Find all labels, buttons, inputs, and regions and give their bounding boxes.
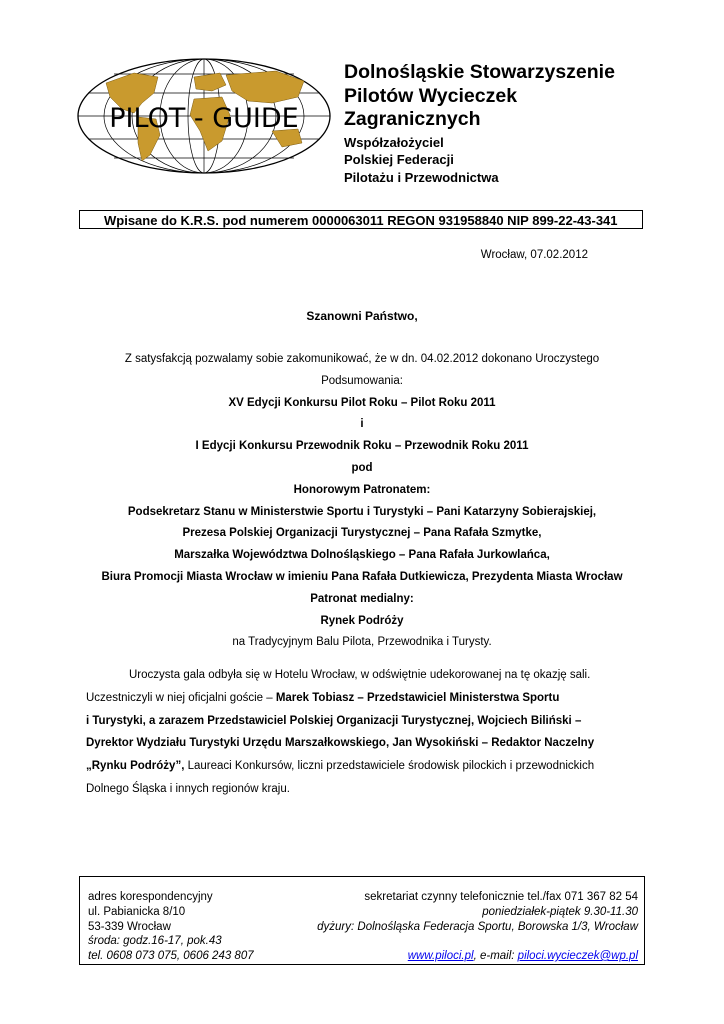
cofounder-line: Pilotażu i Przewodnictwa bbox=[344, 169, 499, 185]
media-patronage-label: Patronat medialny: bbox=[310, 592, 414, 605]
patronage-label: Honorowym Patronatem: bbox=[293, 483, 431, 496]
body-line bbox=[86, 687, 646, 710]
logo-text: PILOT - GUIDE bbox=[109, 103, 299, 134]
patron-item: Podsekretarz Stanu w Ministerstwie Sportu i Turystyki – Pani Katarzyny Sobierajskiej, bbox=[127, 505, 597, 518]
venue-line: na Tradycyjnym Balu Pilota, Przewodnika i Turysty. bbox=[232, 636, 492, 649]
footer-row bbox=[88, 934, 638, 949]
body-text-bold: Marek Tobiasz – Przedstawiciel Ministerstwa Sportu bbox=[275, 691, 560, 704]
footer-phones: tel. 0608 073 075, 0606 243 807 bbox=[88, 950, 254, 962]
patron-item: Biura Promocji Miasta Wrocław w imieniu Pana Rafała Dutkiewicza, Prezydenta Miasta Wrocław bbox=[101, 570, 623, 583]
footer-address-label: adres korespondencyjny bbox=[88, 891, 213, 903]
body-line: Dyrektor Wydziału Turystyki Urzędu Marszałkowskiego, Jan Wysokiński – Redaktor Naczelny bbox=[86, 737, 595, 750]
contact-footer bbox=[79, 876, 645, 965]
email-label: , e-mail: bbox=[473, 950, 518, 962]
footer-wednesday-hours: środa: godz.16-17, pok.43 bbox=[88, 935, 222, 947]
preposition: pod bbox=[351, 461, 373, 474]
body-line bbox=[86, 755, 646, 778]
footer-street: ul. Pabianicka 8/10 bbox=[88, 906, 186, 918]
conjunction: i bbox=[360, 418, 364, 431]
body-line: Dolnego Śląska i innych regionów kraju. bbox=[86, 782, 290, 795]
krs-registration-box: Wpisane do K.R.S. pod numerem 0000063011 REGON 931958840 NIP 899-22-43-341 bbox=[79, 210, 643, 229]
announcement-block bbox=[80, 349, 644, 654]
footer-duty-hours: dyżury: Dolnośląska Federacja Sportu, Borowska 1/3, Wrocław bbox=[317, 921, 638, 933]
footer-hours: poniedziałek-piątek 9.30-11.30 bbox=[482, 906, 638, 918]
cofounder-line: Współzałożyciel bbox=[344, 134, 444, 150]
footer-row bbox=[88, 920, 638, 935]
cofounder-line: Polskiej Federacji bbox=[344, 152, 454, 167]
patron-item: Marszałka Województwa Dolnośląskiego – Pana Rafała Jurkowlańca, bbox=[174, 549, 550, 562]
body-text-bold: „Rynku Podróży”, bbox=[86, 760, 185, 773]
contest-guide: I Edycji Konkursu Przewodnik Roku – Przewodnik Roku 2011 bbox=[195, 440, 529, 453]
body-line: Uroczysta gala odbyła się w Hotelu Wrocław, w odświętnie udekorowanej na tę okazję sali. bbox=[129, 669, 591, 681]
footer-city: 53-339 Wrocław bbox=[88, 921, 171, 933]
letter-date: Wrocław, 07.02.2012 bbox=[480, 249, 588, 261]
footer-row bbox=[88, 949, 638, 964]
footer-phone-info: sekretariat czynny telefonicznie tel./fax 071 367 82 54 bbox=[364, 891, 638, 903]
patron-item: Prezesa Polskiej Organizacji Turystycznej – Pana Rafała Szmytke, bbox=[182, 527, 542, 540]
footer-row bbox=[88, 890, 638, 905]
intro-line: Podsumowania: bbox=[321, 374, 403, 387]
body-text: Laureaci Konkursów, liczni przedstawiciele środowisk pilockich i przewodnickich bbox=[184, 760, 595, 773]
org-name-line: Pilotów Wycieczek bbox=[344, 84, 518, 107]
pilot-guide-globe-logo bbox=[76, 57, 332, 175]
contest-pilot: XV Edycji Konkursu Pilot Roku – Pilot Roku 2011 bbox=[228, 396, 496, 409]
organization-header bbox=[344, 61, 684, 186]
body-paragraph bbox=[86, 664, 646, 801]
website-link[interactable]: www.piloci.pl bbox=[407, 950, 474, 962]
intro-line: Z satysfakcją pozwalamy sobie zakomunikować, że w dn. 04.02.2012 dokonano Uroczystego bbox=[124, 353, 600, 365]
body-line: i Turystyki, a zarazem Przedstawiciel Polskiej Organizacji Turystycznej, Wojciech Biliński – bbox=[86, 714, 582, 727]
greeting: Szanowni Państwo, bbox=[306, 309, 418, 323]
body-text: Uczestniczyli w niej oficjalni goście – bbox=[86, 691, 276, 704]
footer-web-contact bbox=[408, 949, 638, 964]
email-link[interactable]: piloci.wycieczek@wp.pl bbox=[517, 950, 638, 962]
org-name-line: Zagranicznych bbox=[344, 108, 481, 130]
footer-row bbox=[88, 905, 638, 920]
org-name-line: Dolnośląskie Stowarzyszenie bbox=[344, 61, 615, 83]
media-patron-name: Rynek Podróży bbox=[320, 614, 404, 627]
